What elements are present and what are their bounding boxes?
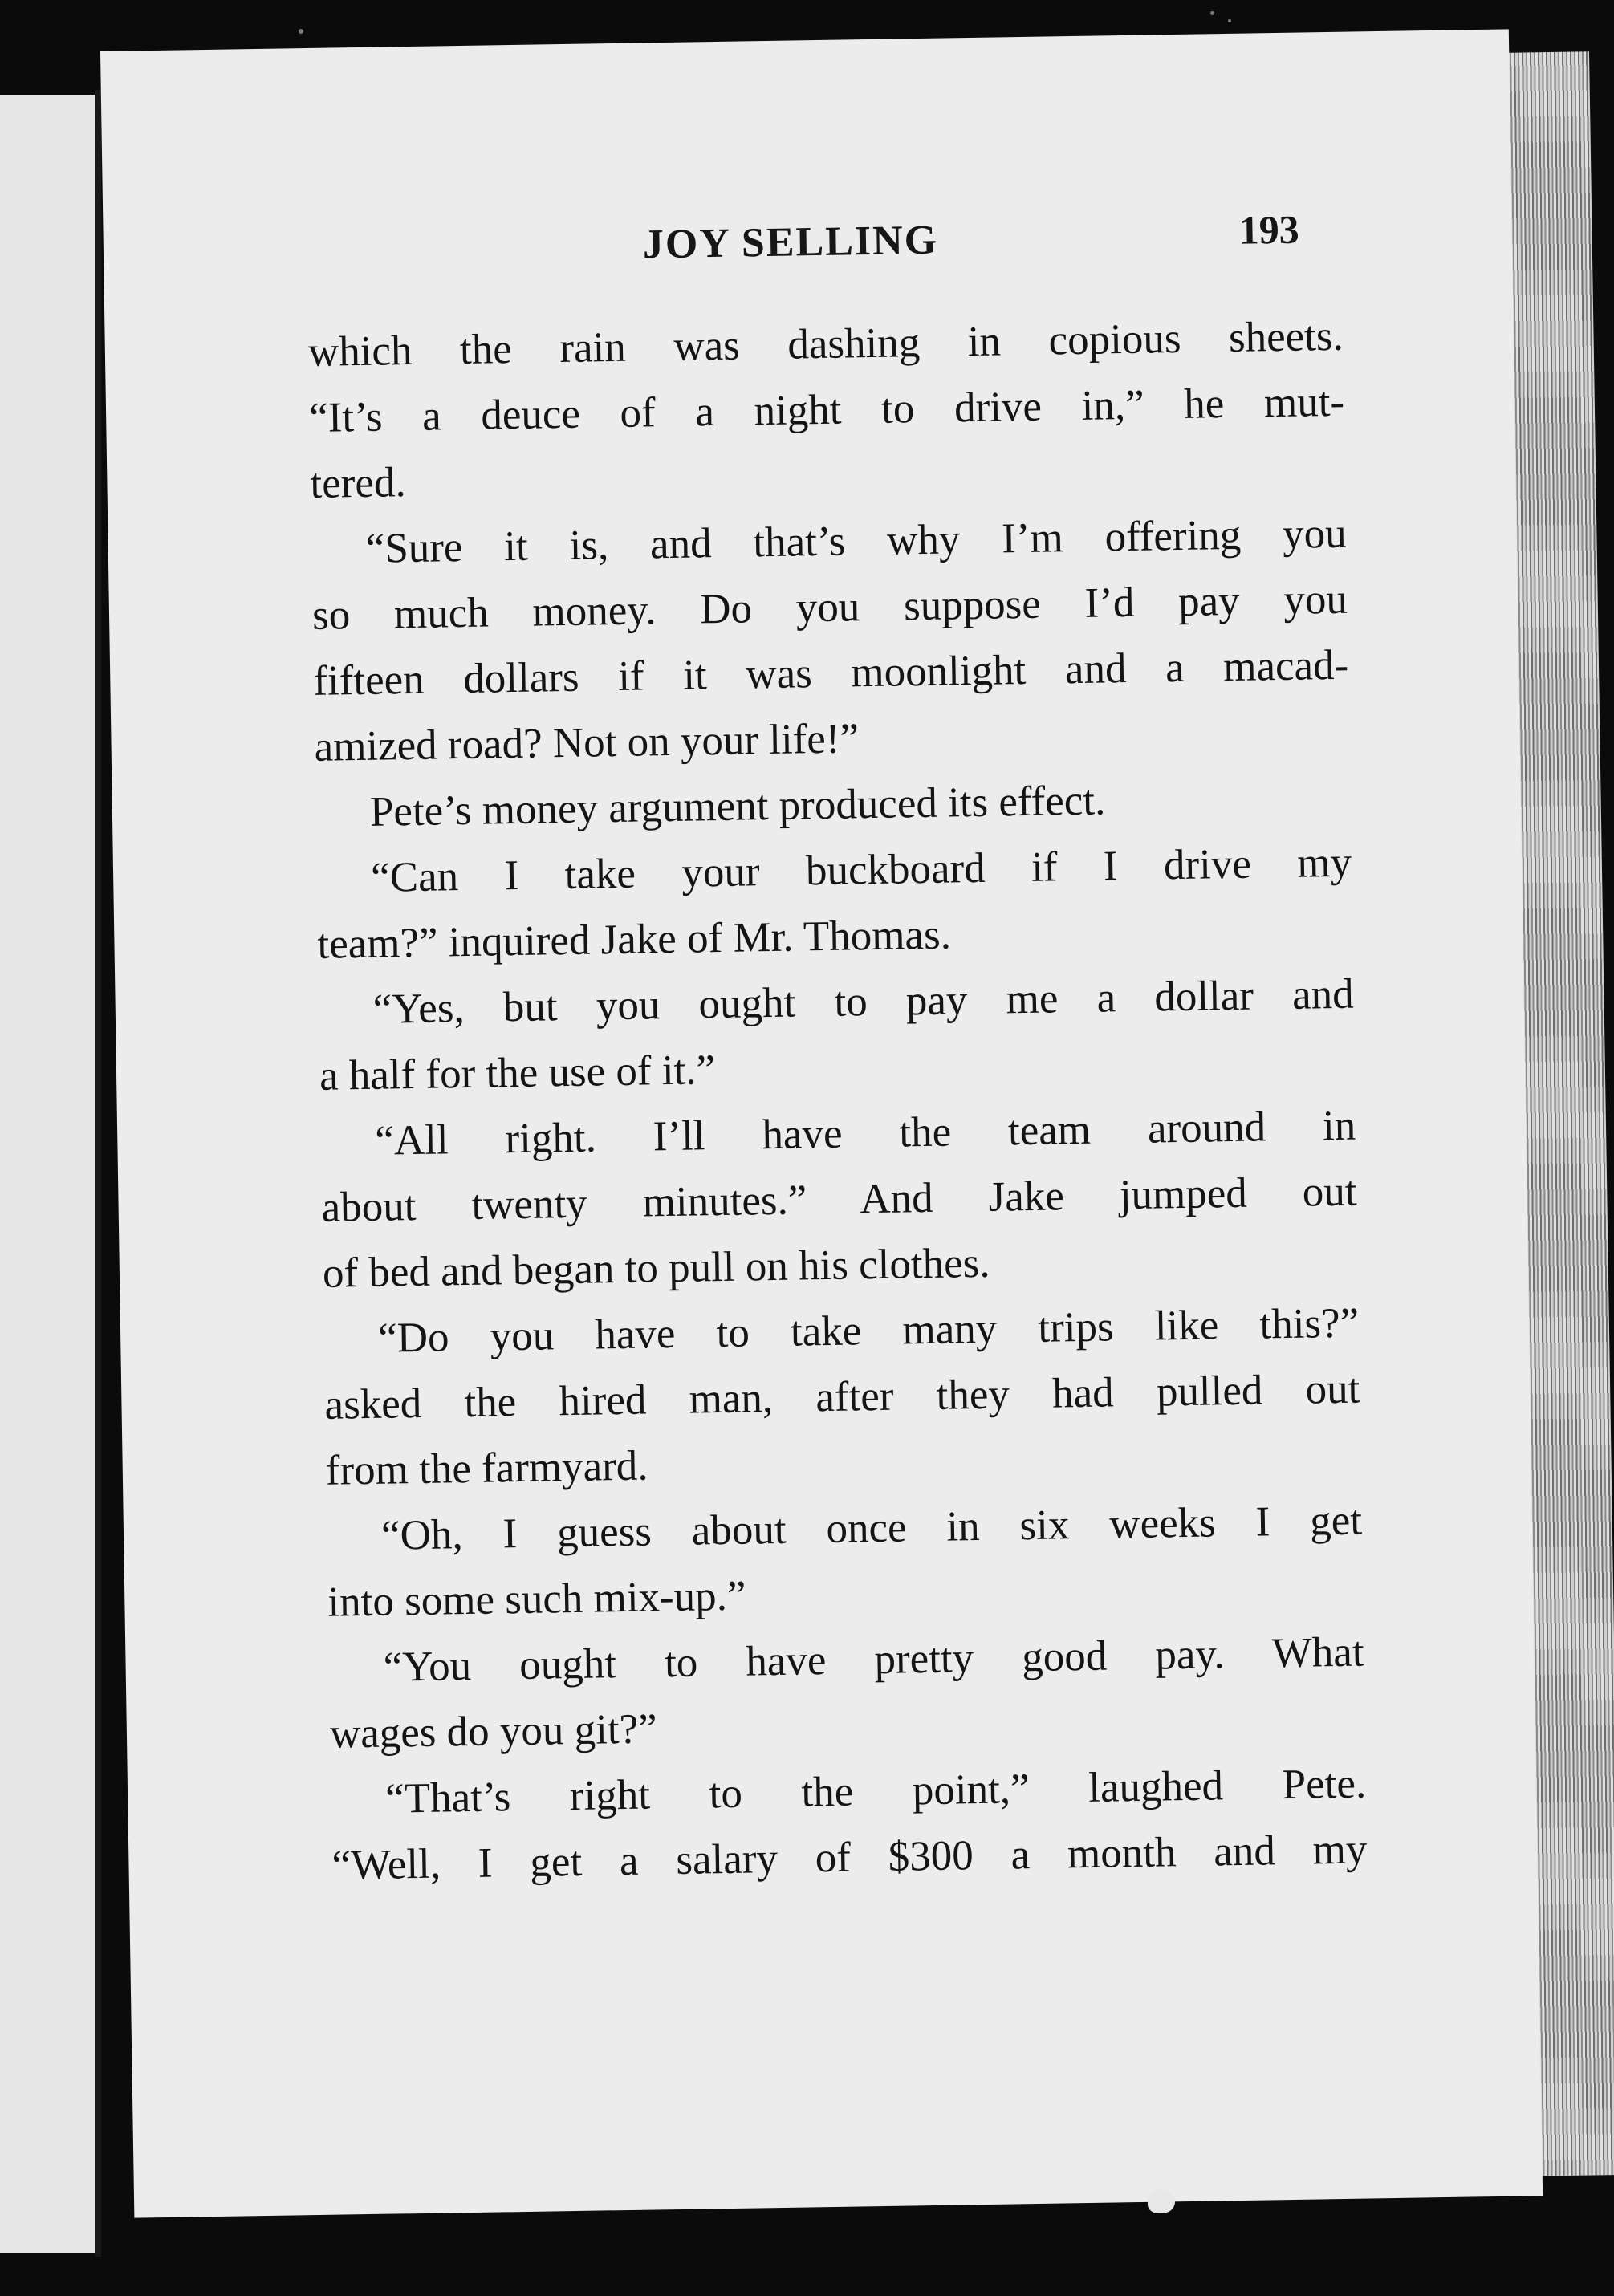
text-line: about twenty minutes.” And Jake jumped out — [321, 1168, 1357, 1231]
text-line: “Sure it is, and that’s why I’m offering you — [365, 510, 1348, 572]
dust-speck — [1228, 19, 1231, 22]
text-line: “Do you have to take many trips like this?” — [377, 1299, 1360, 1362]
dust-speck — [299, 29, 303, 34]
text-line: amized road? Not on your life!” — [314, 715, 860, 770]
paper-blemish — [1148, 2189, 1175, 2213]
text-line: into some such mix-up.” — [327, 1572, 746, 1626]
text-line: team?” inquired Jake of Mr. Thomas. — [317, 911, 952, 968]
dust-speck — [1210, 11, 1214, 15]
book-page — [100, 29, 1543, 2217]
previous-page-sliver — [0, 95, 96, 2253]
text-line: “Yes, but you ought to pay me a dollar and — [372, 970, 1355, 1033]
text-line: tered. — [310, 459, 407, 507]
text-line: from the farmyard. — [325, 1442, 648, 1494]
text-line: “It’s a deuce of a night to drive in,” he mut- — [308, 378, 1345, 441]
text-line: “Can I take your buckboard if I drive my — [370, 839, 1352, 901]
text-line: asked the hired man, after they had pulled out — [324, 1365, 1360, 1428]
running-title: JOY SELLING — [642, 217, 939, 268]
binding-gutter — [95, 90, 101, 2257]
body-text — [307, 303, 1368, 1899]
text-line: of bed and began to pull on his clothes. — [322, 1239, 990, 1297]
text-line: “All right. I’ll have the team around in — [374, 1102, 1356, 1164]
text-line: fifteen dollars if it was moonlight and a macad- — [312, 641, 1349, 705]
text-line: “That’s right to the point,” laughed Pete. — [384, 1760, 1367, 1823]
text-line: which the rain was dashing in copious sheets. — [307, 312, 1344, 376]
text-line: “You ought to have pretty good pay. What — [383, 1628, 1364, 1691]
text-line: wages do you git?” — [329, 1705, 658, 1758]
text-line: Pete’s money argument produced its effect. — [369, 777, 1106, 835]
text-line: so much money. Do you suppose I’d pay you — [311, 575, 1348, 639]
text-line: “Well, I get a salary of $300 a month and my — [331, 1826, 1368, 1889]
running-head — [103, 207, 1512, 294]
text-line: a half for the use of it.” — [319, 1046, 716, 1099]
text-line: “Oh, I guess about once in six weeks I get — [380, 1497, 1363, 1559]
page-number: 193 — [1238, 206, 1300, 253]
